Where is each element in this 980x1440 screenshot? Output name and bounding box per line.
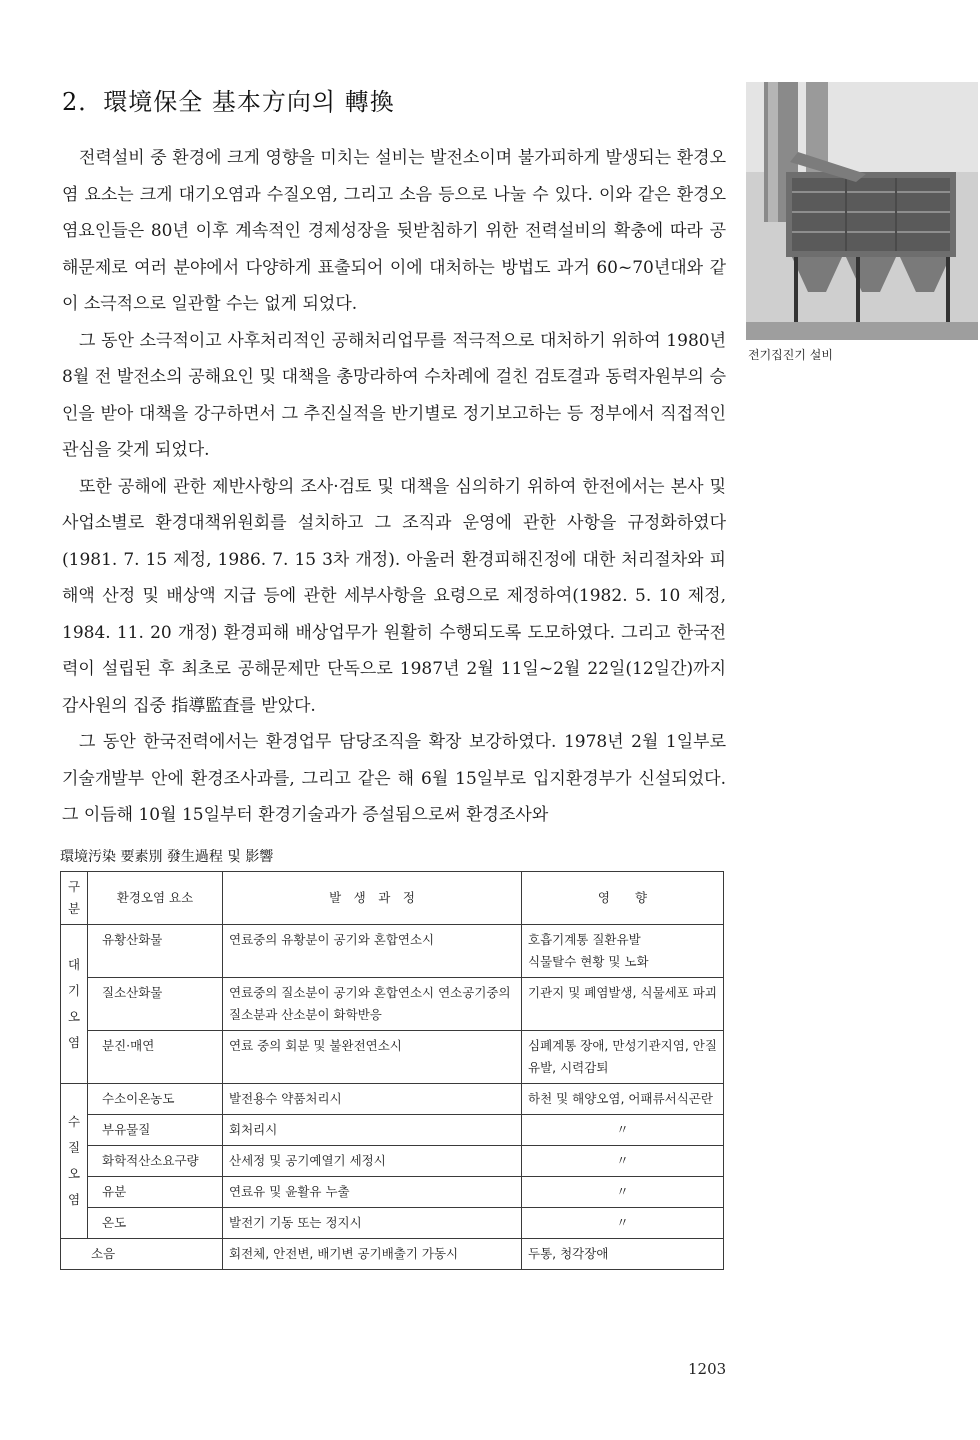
table-row bbox=[61, 1115, 724, 1146]
process-cell: 연료유 및 윤활유 누출 bbox=[223, 1177, 522, 1208]
noise-label: 소음 bbox=[61, 1239, 223, 1270]
effect-cell: 호흡기계통 질환유발 식물탈수 현황 및 노화 bbox=[522, 925, 724, 978]
header-process: 발 생 과 정 bbox=[223, 872, 522, 925]
header-effect: 영 향 bbox=[522, 872, 724, 925]
element-cell: 유분 bbox=[88, 1177, 223, 1208]
table-row bbox=[61, 978, 724, 1031]
effect-cell: 기관지 및 폐염발생, 식물세포 파괴 bbox=[522, 978, 724, 1031]
body-text bbox=[62, 140, 726, 834]
effect-cell: 하천 및 해양오염, 어패류서식곤란 bbox=[522, 1084, 724, 1115]
element-cell: 질소산화물 bbox=[88, 978, 223, 1031]
process-cell: 회전체, 안전변, 배기변 공기배출기 가동시 bbox=[223, 1239, 522, 1270]
element-cell: 부유물질 bbox=[88, 1115, 223, 1146]
photo-caption: 전기집진기 설비 bbox=[748, 348, 833, 362]
element-cell: 수소이온농도 bbox=[88, 1084, 223, 1115]
process-cell: 연료 중의 회분 및 불완전연소시 bbox=[223, 1031, 522, 1084]
element-cell: 온도 bbox=[88, 1208, 223, 1239]
table-header-row bbox=[61, 872, 724, 925]
process-cell: 연료중의 유황분이 공기와 혼합연소시 bbox=[223, 925, 522, 978]
table-row bbox=[61, 1031, 724, 1084]
paragraph-3: 또한 공해에 관한 제반사항의 조사·검토 및 대책을 심의하기 위하여 한전에서는 본사 및 사업소별로 환경대책위원회를 설치하고 그 조직과 운영에 관한 사항을 규정화하였다(1981. 7. 15 제정, 1986. 7. 15 3차 개정). 아울러 환경피해진정에 대한 처리절차와 피해액 산정 및 배상액 지급 등에 관한 세부사항을 요령으로 제정하여(1982. 5. 10 제정, 1984. 11. 20 개정) 환경피해 배상업무가 원활히 수행되도록 도모하였다. 그리고 한국전력이 설립된 후 최초로 공해문제만 단독으로 1987년 2월 11일~2월 22일(12일간)까지 감사원의 집중 指導監査를 받았다. bbox=[62, 476, 726, 716]
process-cell: 발전기 기동 또는 정지시 bbox=[223, 1208, 522, 1239]
table-row bbox=[61, 1208, 724, 1239]
table-row bbox=[61, 1177, 724, 1208]
process-cell: 연료중의 질소분이 공기와 혼합연소시 연소공기중의 질소분과 산소분이 화학반응 bbox=[223, 978, 522, 1031]
effect-cell: 〃 bbox=[522, 1115, 724, 1146]
effect-cell: 〃 bbox=[522, 1208, 724, 1239]
effect-cell: 〃 bbox=[522, 1146, 724, 1177]
effect-cell: 두통, 청각장애 bbox=[522, 1239, 724, 1270]
table-row-noise bbox=[61, 1239, 724, 1270]
process-cell: 산세정 및 공기예열기 세정시 bbox=[223, 1146, 522, 1177]
electrostatic-precipitator-photo bbox=[746, 82, 978, 340]
table-title: 環境汚染 要素別 發生過程 및 影響 bbox=[60, 849, 274, 865]
paragraph-2: 그 동안 소극적이고 사후처리적인 공해처리업무를 적극적으로 대처하기 위하여 1980년 8월 전 발전소의 공해요인 및 대책을 총망라하여 수차례에 걸친 검토결과 동력자원부의 승인을 받아 대책을 강구하면서 그 추진실적을 반기별로 정기보고하는 등 정부에서 직접적인 관심을 갖게 되었다. bbox=[62, 330, 726, 460]
page-number: 1203 bbox=[688, 1360, 727, 1378]
element-cell: 분진·매연 bbox=[88, 1031, 223, 1084]
table-row bbox=[61, 925, 724, 978]
process-cell: 발전용수 약품처리시 bbox=[223, 1084, 522, 1115]
effect-cell: 〃 bbox=[522, 1177, 724, 1208]
paragraph-4: 그 동안 한국전력에서는 환경업무 담당조직을 확장 보강하였다. 1978년 2월 1일부로 기술개발부 안에 환경조사과를, 그리고 같은 해 6월 15일부로 입지환경부가 신설되었다. 그 이듬해 10월 15일부터 환경기술과가 증설됨으로써 환경조사와 bbox=[62, 732, 726, 825]
process-cell: 회처리시 bbox=[223, 1115, 522, 1146]
table-row bbox=[61, 1084, 724, 1115]
pollution-table bbox=[60, 871, 724, 1270]
header-element: 환경오염 요소 bbox=[88, 872, 223, 925]
table-row bbox=[61, 1146, 724, 1177]
effect-cell: 심폐계통 장애, 만성기관지염, 안질유발, 시력감퇴 bbox=[522, 1031, 724, 1084]
group-label-water: 수 질 오 염 bbox=[61, 1084, 88, 1239]
element-cell: 화학적산소요구량 bbox=[88, 1146, 223, 1177]
paragraph-1: 전력설비 중 환경에 크게 영향을 미치는 설비는 발전소이며 불가피하게 발생되는 환경오염 요소는 크게 대기오염과 수질오염, 그리고 소음 등으로 나눌 수 있다. 이와 같은 환경오염요인들은 80년 이후 계속적인 경제성장을 뒷받침하기 위한 전력설비의 확충에 따라 공해문제로 여러 분야에서 다양하게 표출되어 이에 대처하는 방법도 과거 60~70년대와 같이 소극적으로 일관할 수는 없게 되었다. bbox=[62, 148, 726, 314]
element-cell: 유황산화물 bbox=[88, 925, 223, 978]
group-label-air: 대 기 오 염 bbox=[61, 925, 88, 1084]
header-category: 구분 bbox=[61, 872, 88, 925]
section-heading: 2．環境保全 基本方向의 轉換 bbox=[62, 88, 395, 116]
